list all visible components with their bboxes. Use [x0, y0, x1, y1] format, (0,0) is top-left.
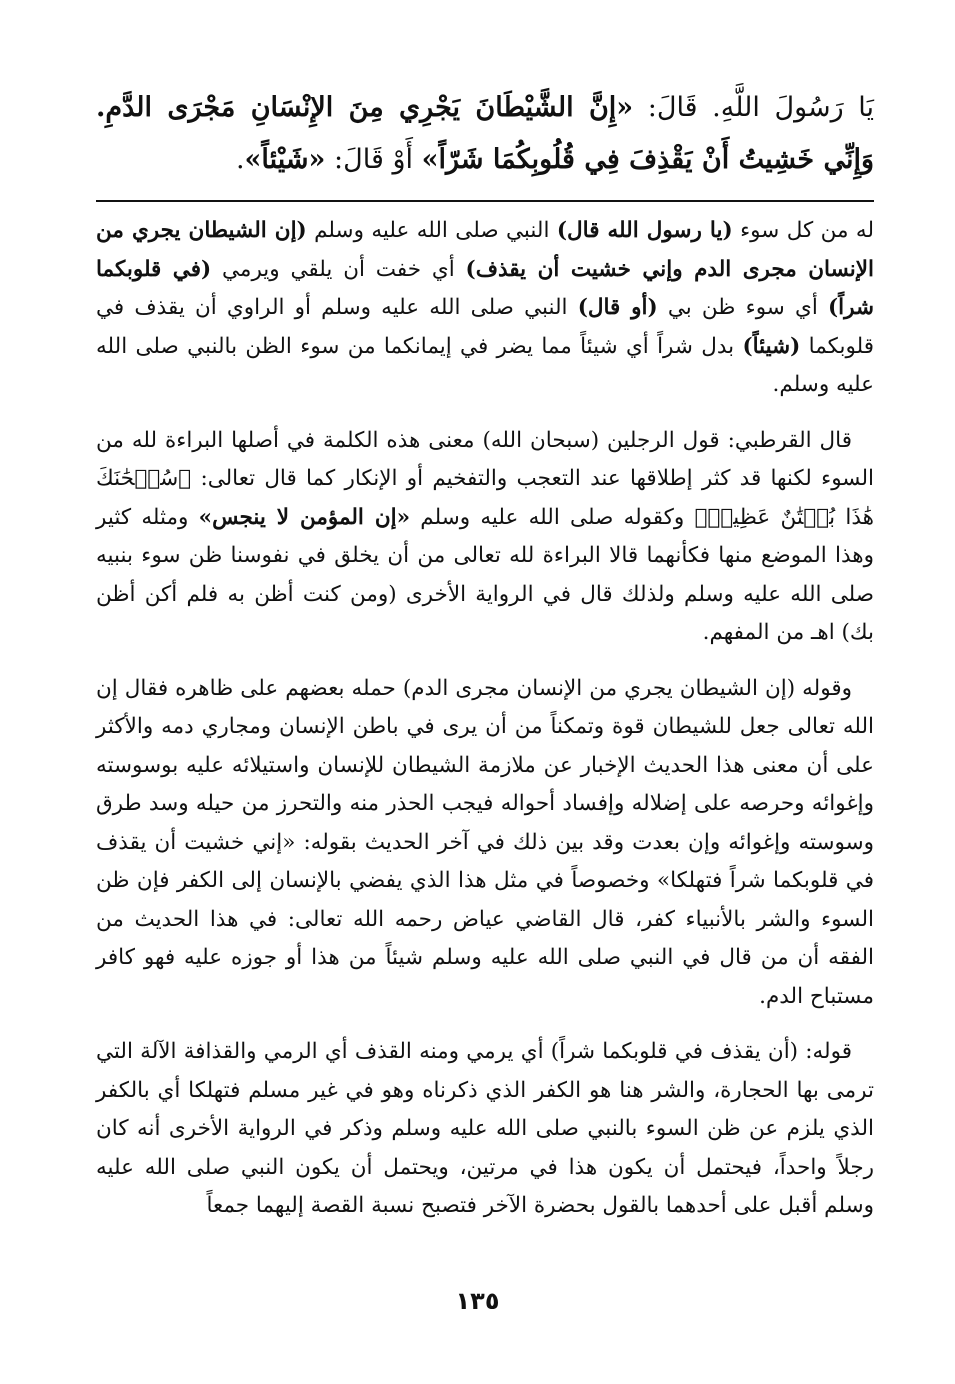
commentary-text: وقوله (إن الشيطان يجري من الإنسان مجرى الدم) حمله بعضهم على ظاهره فقال إن الله تعالى جعل للشيطان قوة وتمكناً من أن يرى في باطن الإنسان ومجاري دمه والأكثر على أن معنى هذا الحديث الإخبار عن ملازمة الشيطان للإنسان واستيلائه عليه بوسوسته وإغوائه وحرصه على إضلاله وإفساد أحواله فيجب الحذر منه والتحرز من حيله وسد طرق وسوسته وإغوائه وإن بعدت وقد بين ذلك في آخر الحديث بقوله: «إني خشيت أن يقذف في قلوبكما شراً فتهلكا» وخصوصاً في مثل هذا الذي يفضي بالإنسان إلى الكفر فإن ظن السوء والشر بالأنبياء كفر، قال القاضي عياض رحمه الله تعالى: في هذا الحديث من الفقه أن من قال في النبي صلى الله عليه وسلم شيئاً من هذا أو جوزه عليه فهو كافر مستباح الدم.: [96, 675, 874, 1009]
commentary-paragraph-3: [96, 670, 874, 1017]
commentary-text: أي سوء ظن بي: [657, 295, 828, 320]
hadith-text: [96, 82, 874, 186]
commentary-text: بدل شراً أي شيئاً مما يضر في إيمانكما من سوء الظن بالنبي صلى الله عليه وسلم.: [96, 333, 874, 397]
page-body: [96, 82, 874, 1243]
commentary-bold: (أو قال): [577, 295, 658, 320]
commentary-text: النبي صلى الله عليه وسلم: [306, 218, 557, 243]
commentary-text: النبي صلى الله عليه وسلم أو الراوي أن يقذف في قلوبكما: [96, 295, 874, 359]
commentary-paragraph-1: [96, 212, 874, 405]
commentary-bold: (في قلوبكما شراً): [96, 256, 874, 320]
commentary-text: قوله: (أن يقذف في قلوبكما شراً) أي يرمي ومنه القذف أي الرمي والقذافة الآلة التي ترمى بها الحجارة، والشر هنا هو الكفر الذي ذكرناه وهو في غير مسلم فتهلكا أي بالكفر الذي يلزم عن ظن السوء بالنبي صلى الله عليه وسلم وذكر في الرواية الأخرى أنه كان رجلاً واحداً، فيحتمل أن يكون هذا في مرتين، ويحتمل أن يكون النبي صلى الله عليه وسلم أقبل على أحدهما بالقول بحضرة الآخر فتصبح نسبة القصة إليهما جمعاً: [96, 1039, 874, 1218]
section-divider: [96, 200, 874, 202]
commentary-bold: «إن المؤمن لا ينجس»: [198, 504, 411, 530]
commentary-text: له من كل سوء: [732, 218, 874, 243]
hadith-quote: «إِنَّ الشَّيْطَانَ يَجْرِي مِنَ الإِنْسَانِ مَجْرَى الدَّمِ. وَإِنِّي خَشِيتُ أَنْ يَقْذِفَ فِي قُلُوبِكُمَا شَرّاً»: [96, 92, 874, 175]
commentary-text: وكقوله صلى الله عليه وسلم: [410, 504, 695, 530]
commentary-bold: (شيئاً): [742, 333, 801, 359]
hadith-text-part: يَا رَسُولَ اللَّهِ. قَالَ:: [633, 92, 874, 123]
hadith-text-part: .: [235, 144, 245, 175]
commentary-bold: (إن الشيطان يجري من الإنسان مجرى الدم وإني خشيت أن يقذف): [96, 218, 874, 282]
commentary-text: قال القرطبي: قول الرجلين (سبحان الله) معنى هذه الكلمة في أصلها البراءة لله من السوء لكنها قد كثر إطلاقها عند التعجب والتفخيم أو الإنكار كما قال تعالى:: [96, 427, 874, 491]
page-number: ١٣٥: [455, 1287, 500, 1315]
hadith-quote: «شَيْئاً»: [244, 144, 326, 175]
hadith-text-part: أَوْ قَالَ:: [325, 144, 422, 175]
commentary-text: ومثله كثير وهذا الموضع منها فكأنهما قالا البراءة لله تعالى من أن يخلق في نفوسنا ظن سوء بنبيه صلى الله عليه وسلم ولذلك قال في الرواية الأخرى (ومن كنت أظن به فلم أكن أظن بك) اهـ من المفهم.: [96, 504, 874, 645]
commentary-paragraph-4: [96, 1033, 874, 1226]
commentary-text: أي خفت أن يلقي ويرمي: [211, 256, 466, 282]
commentary-bold: (يا رسول الله قال): [556, 218, 733, 243]
commentary-paragraph-2: [96, 422, 874, 653]
quran-verse: ﴿سُبۡحَٰنَكَ هَٰذَا بُهۡتَٰنٌ عَظِيمٞ﴾: [96, 466, 875, 530]
